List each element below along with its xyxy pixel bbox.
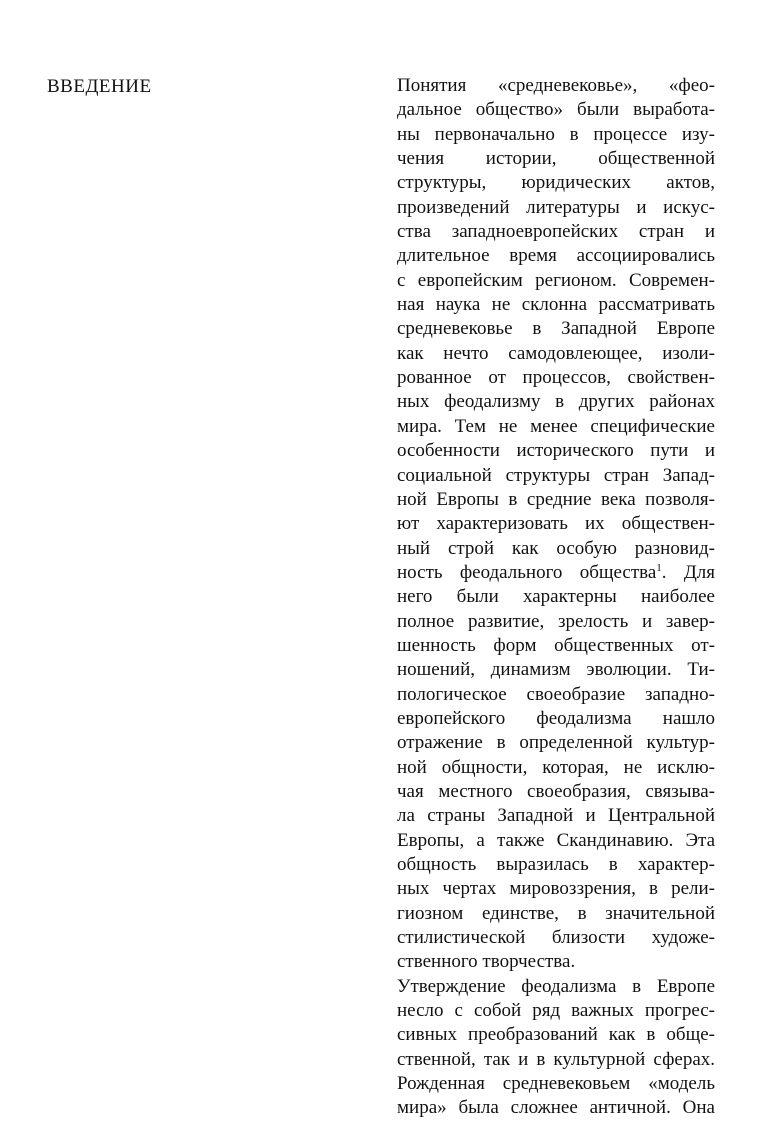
text-line: пологическое своеобразие западно- xyxy=(397,683,715,705)
text-line: несло с собой ряд важных прогрес- xyxy=(397,1000,715,1022)
text-line: социальной структуры стран Запад- xyxy=(397,464,715,486)
text-line: Европы, а также Скандинавию. Эта xyxy=(397,829,715,851)
text-line: чая местного своеобразия, связыва- xyxy=(397,780,715,802)
text-line: ла страны Западной и Центральной xyxy=(397,805,715,827)
text-line: общность выразилась в характер- xyxy=(397,854,715,875)
text-line: ственного творчества. xyxy=(397,951,576,973)
text-line: Понятия «средневековье», «фео- xyxy=(397,75,715,96)
text-line: ной Европы в средние века позволя- xyxy=(397,488,715,510)
text-line: произведений литературы и искус- xyxy=(397,196,715,218)
text-line: ной общности, которая, не исклю- xyxy=(397,756,715,778)
footnote-reference: 1 xyxy=(656,561,662,574)
text-line: европейского феодализма нашло xyxy=(397,707,715,729)
text-line: ственной, так и в культурной сферах. xyxy=(397,1048,715,1070)
text-line: как нечто самодовлеющее, изоли- xyxy=(397,342,715,364)
text-line-with-footnote xyxy=(397,561,715,585)
text-line: ных феодализму в других районах xyxy=(397,391,715,413)
text-line: особенности исторического пути и xyxy=(397,440,715,462)
text-line: сивных преобразований как в обще- xyxy=(397,1024,715,1046)
text-line: мира. Тем не менее специфические xyxy=(397,415,715,437)
text-line: с европейским регионом. Современ- xyxy=(397,269,715,291)
text-line: ношений, динамизм эволюции. Ти- xyxy=(397,659,715,681)
text-line: полное развитие, зрелость и завер- xyxy=(397,610,715,632)
text-line: ны первоначально в процессе изу- xyxy=(397,123,715,145)
text-line: Утверждение феодализма в Европе xyxy=(397,975,715,997)
text-line: длительное время ассоциировались xyxy=(397,245,715,267)
text-line: ных чертах мировоззрения, в рели- xyxy=(397,878,715,900)
text-line: него были характерны наиболее xyxy=(397,586,715,608)
text-line: отражение в определенной культур- xyxy=(397,732,715,754)
text-line: ства западноевропейских стран и xyxy=(397,221,715,243)
text-line: стилистической близости художе- xyxy=(397,927,715,949)
text-line: гиозном единстве, в значительной xyxy=(397,902,715,924)
body-text-column xyxy=(397,74,715,1121)
text-line: средневековье в Западной Европе xyxy=(397,318,715,340)
text-line: ный строй как особую разновид- xyxy=(397,537,715,559)
text-line: дальное общество» были выработа- xyxy=(397,99,715,121)
text-line: чения истории, общественной xyxy=(397,148,715,170)
text-line: структуры, юридических актов, xyxy=(397,172,715,194)
line-text: ность феодального общества xyxy=(397,561,657,583)
text-line: Рожденная средневековьем «модель xyxy=(397,1073,715,1095)
text-line: мира» была сложнее античной. Она xyxy=(397,1097,715,1119)
text-line: рованное от процессов, свойствен- xyxy=(397,367,715,389)
text-line: ют характеризовать их обществен- xyxy=(397,513,715,535)
text-line: ная наука не склонна рассматривать xyxy=(397,294,715,316)
text-line: шенность форм общественных от- xyxy=(397,634,715,656)
line-text-tail: . Для xyxy=(661,561,716,583)
page-heading: ВВЕДЕНИЕ xyxy=(47,76,152,97)
